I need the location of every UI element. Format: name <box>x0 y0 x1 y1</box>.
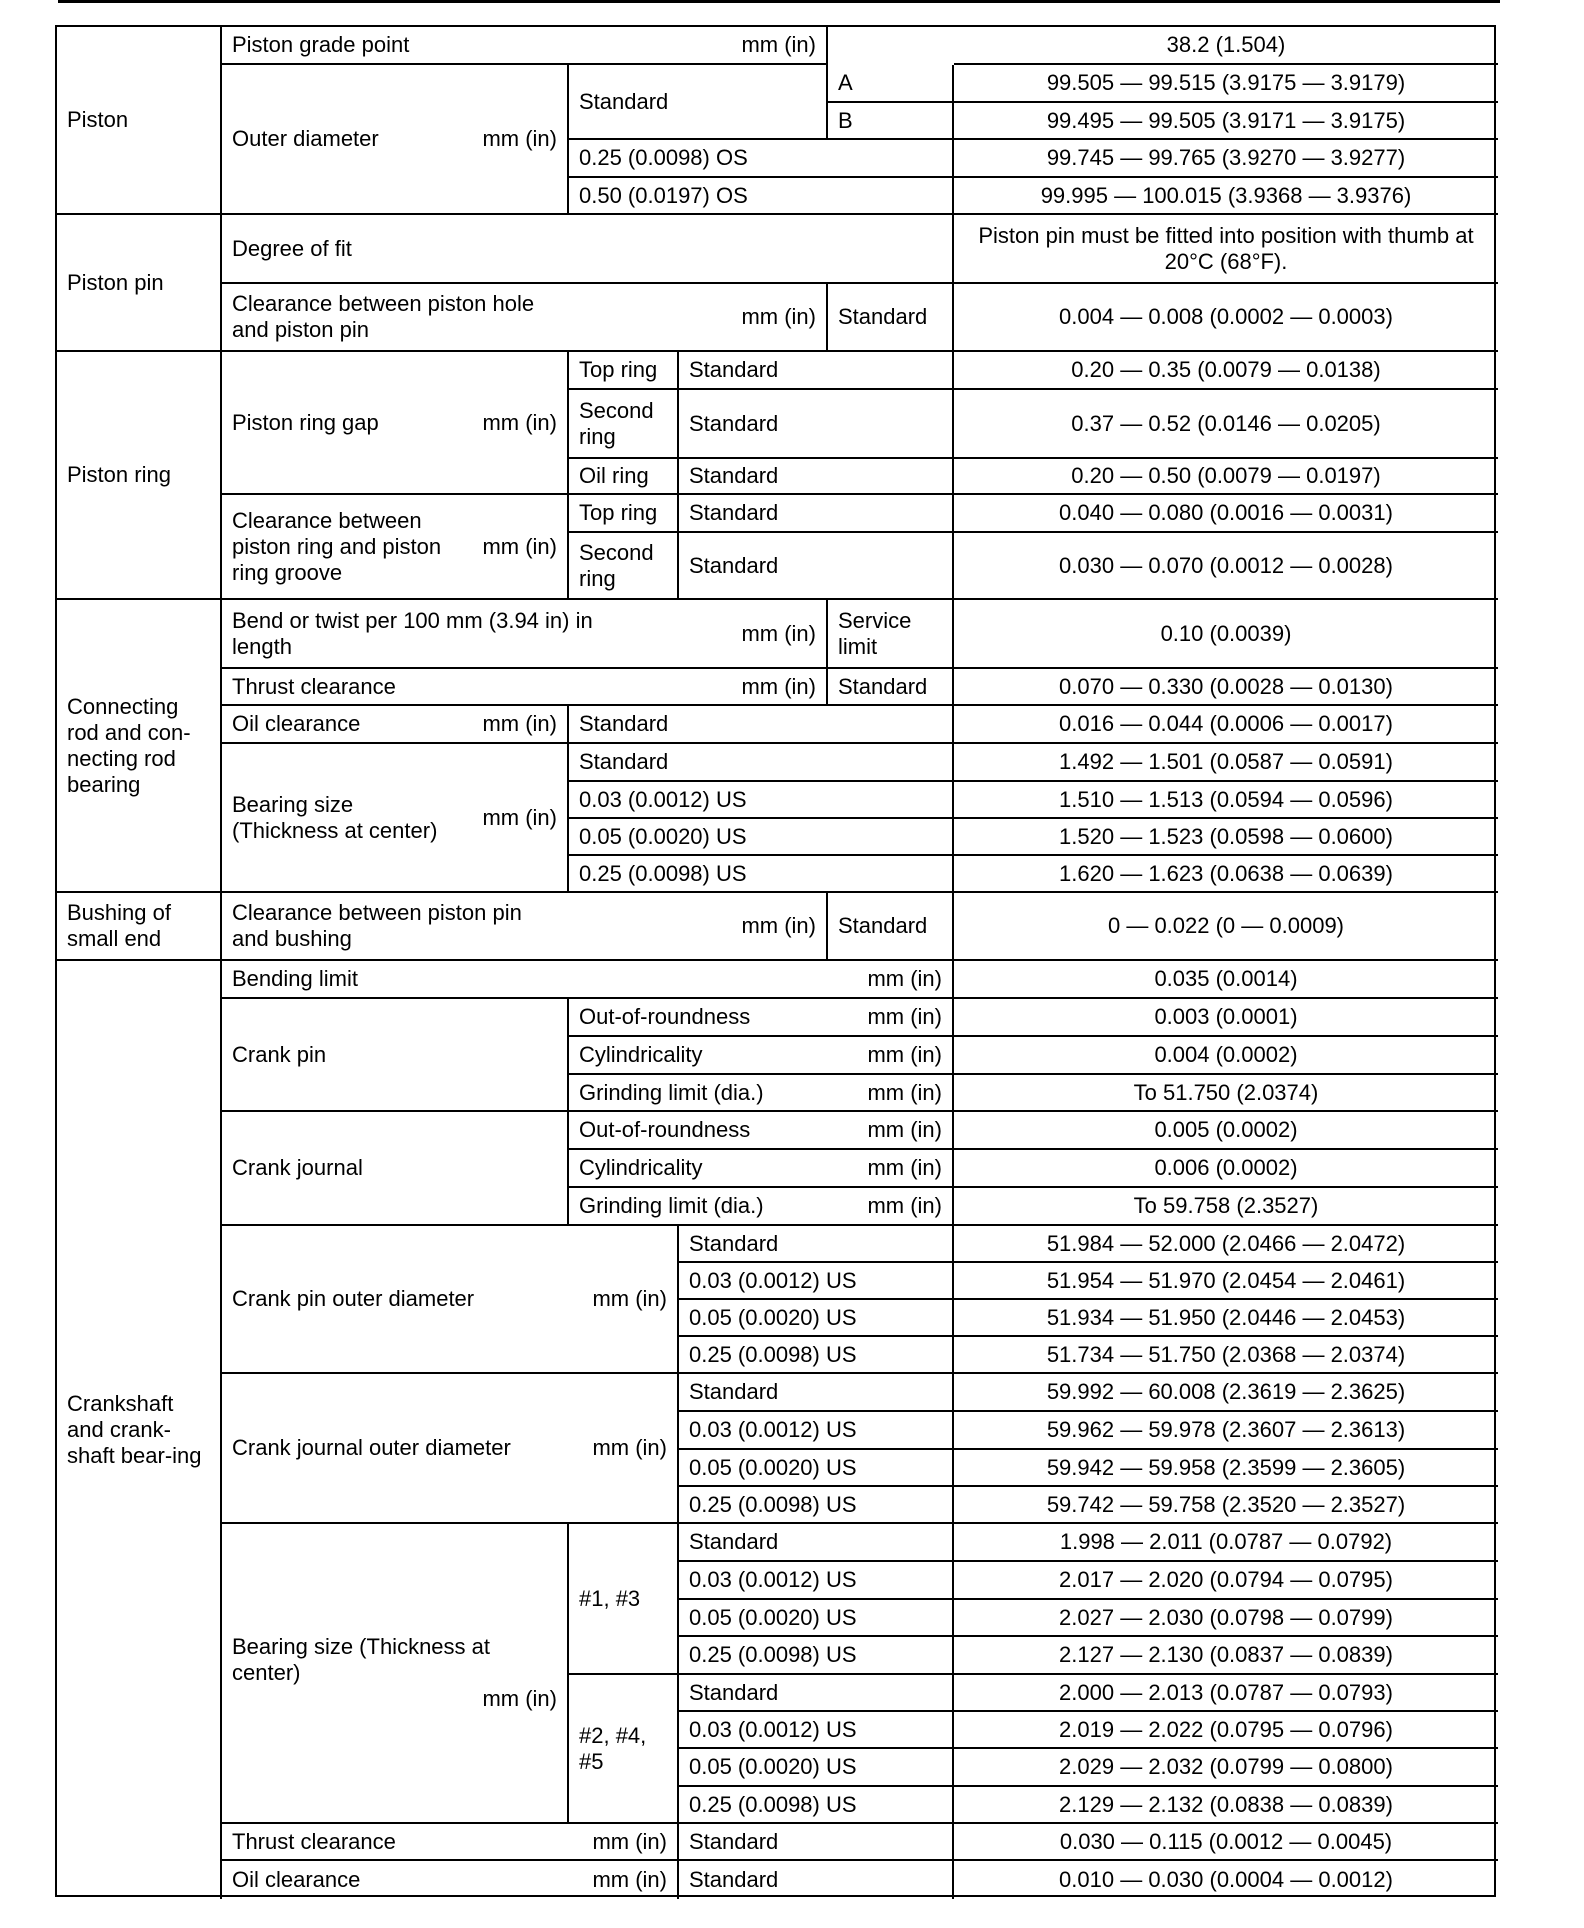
category-connecting-rod: Connecting rod and con-necting rod bearing <box>57 600 222 893</box>
label-text: Cylindricality <box>579 1042 703 1067</box>
label-text: Thrust clearance <box>232 673 396 699</box>
standard-label: Standard <box>569 65 828 140</box>
category-bushing: Bushing of small end <box>57 893 222 961</box>
journal-od-label <box>222 1374 679 1524</box>
rod-bearing-value: 1.492 — 1.501 (0.0587 — 0.0591) <box>954 744 1498 782</box>
unit-label: mm (in) <box>482 1686 557 1711</box>
oversize-050: 0.50 (0.0197) OS <box>569 178 954 215</box>
unit-label: mm (in) <box>592 1828 667 1854</box>
label-text: Bend or twist per 100 mm (3.94 in) in length <box>232 607 593 659</box>
pin-clearance-label <box>222 284 828 352</box>
label-text: Grinding limit (dia.) <box>579 1079 764 1105</box>
crank-bearing-value: 2.129 — 2.132 (0.0838 — 0.0839) <box>954 1787 1498 1824</box>
rod-bearing-value: 1.520 — 1.523 (0.0598 — 0.0600) <box>954 819 1498 856</box>
crank-pin-item <box>569 999 954 1037</box>
label-text: Clearance between piston ring and piston ring groove <box>232 507 442 585</box>
pin-od-size: 0.05 (0.0020) US <box>679 1300 954 1337</box>
journal-od-value: 59.742 — 59.758 (2.3520 — 2.3527) <box>954 1487 1498 1524</box>
unit-label: mm (in) <box>867 1117 942 1142</box>
label-text: Clearance between piston hole and piston pin <box>232 291 535 342</box>
crank-bearing-value: 2.019 — 2.022 (0.0795 — 0.0796) <box>954 1712 1498 1749</box>
bushing-clearance-type: Standard <box>828 893 954 961</box>
crank-oil-value: 0.010 — 0.030 (0.0004 — 0.0012) <box>1059 1867 1393 1892</box>
pin-od-size: 0.25 (0.0098) US <box>679 1337 954 1374</box>
journal-od-size: Standard <box>679 1374 954 1412</box>
crank-journal-label: Crank journal <box>222 1112 569 1226</box>
crank-bearing-size: 0.05 (0.0020) US <box>679 1600 954 1637</box>
journal-od-size: 0.03 (0.0012) US <box>679 1412 954 1450</box>
rod-bearing-value: 1.620 — 1.623 (0.0638 — 0.0639) <box>954 856 1498 893</box>
unit-label: mm (in) <box>867 1004 942 1029</box>
journal-group-1: #1, #3 <box>569 1524 679 1675</box>
label-text: Clearance between piston pin and bushing <box>232 900 522 951</box>
label-text: Crank pin outer diameter <box>232 1286 475 1311</box>
label-text: Cylindricality <box>579 1155 703 1180</box>
pin-od-size: Standard <box>679 1226 954 1263</box>
ring-gap-oil-type: Standard <box>679 459 954 495</box>
grade-b-value: 99.495 — 99.505 (3.9171 — 3.9175) <box>954 103 1498 140</box>
spec-table <box>55 25 1496 1897</box>
journal-od-value: 59.992 — 60.008 (2.3619 — 2.3625) <box>954 1374 1498 1412</box>
crank-bearing-size: 0.03 (0.0012) US <box>679 1562 954 1600</box>
rod-oil-value: 0.016 — 0.044 (0.0006 — 0.0017) <box>954 706 1498 744</box>
rod-thrust-type: Standard <box>828 669 954 706</box>
crank-journal-value: 0.006 (0.0002) <box>954 1150 1498 1188</box>
rod-bearing-size: Standard <box>569 744 954 782</box>
groove-second-type: Standard <box>679 533 954 600</box>
grade-a: A <box>828 65 954 103</box>
pin-od-value: 51.984 — 52.000 (2.0466 — 2.0472) <box>954 1226 1498 1263</box>
journal-group-2 <box>569 1675 679 1824</box>
crank-journal-item <box>569 1188 954 1226</box>
label-text: Bearing size (Thickness at center) <box>232 791 438 843</box>
rod-bearing-size: 0.05 (0.0020) US <box>569 819 954 856</box>
rod-thrust-label <box>222 669 828 706</box>
label-text: #2, #4, #5 <box>579 1722 647 1774</box>
crank-pin-label: Crank pin <box>222 999 569 1112</box>
groove-top-type: Standard <box>679 495 954 533</box>
category-piston: Piston <box>57 27 222 215</box>
crank-journal-value: To 59.758 (2.3527) <box>954 1188 1498 1226</box>
crank-bearing-size: 0.03 (0.0012) US <box>679 1712 954 1749</box>
ring-gap-oil-value: 0.20 — 0.50 (0.0079 — 0.0197) <box>954 459 1498 495</box>
groove-second: Second ring <box>569 533 679 600</box>
crank-bearing-size: Standard <box>679 1524 954 1562</box>
top-rule <box>58 0 1500 3</box>
unit-label: mm (in) <box>592 1867 667 1892</box>
crank-bearing-value: 2.127 — 2.130 (0.0837 — 0.0839) <box>954 1637 1498 1675</box>
bending-limit-value: 0.035 (0.0014) <box>954 961 1498 999</box>
label-text: Piston grade point <box>232 32 410 57</box>
rod-bearing-size: 0.25 (0.0098) US <box>569 856 954 893</box>
label-text: Crank journal outer diameter <box>232 1435 511 1460</box>
crank-bearing-value: 2.017 — 2.020 (0.0794 — 0.0795) <box>954 1562 1498 1600</box>
crank-thrust-type: Standard <box>679 1824 954 1861</box>
unit-label: mm (in) <box>741 673 816 699</box>
ring-gap-top-type: Standard <box>679 352 954 390</box>
ring-gap-second: Second ring <box>569 390 679 459</box>
crank-bearing-size: 0.05 (0.0020) US <box>679 1749 954 1787</box>
unit-label: mm (in) <box>592 1435 667 1460</box>
bend-twist-value: 0.10 (0.0039) <box>954 600 1498 669</box>
label-text: Oil clearance <box>232 711 361 736</box>
crank-journal-value: 0.005 (0.0002) <box>954 1112 1498 1150</box>
crank-bearing-value: 2.027 — 2.030 (0.0798 — 0.0799) <box>954 1600 1498 1637</box>
piston-grade-point-value: 38.2 (1.504) <box>954 27 1498 65</box>
journal-od-value: 59.942 — 59.958 (2.3599 — 2.3605) <box>954 1450 1498 1487</box>
groove-clearance-label <box>222 495 569 600</box>
ring-gap-second-type: Standard <box>679 390 954 459</box>
unit-label: mm (in) <box>592 1286 667 1311</box>
ring-gap-top: Top ring <box>569 352 679 390</box>
rod-bearing-size-label <box>222 744 569 893</box>
unit-label: mm (in) <box>867 1155 942 1180</box>
ring-gap-top-value: 0.20 — 0.35 (0.0079 — 0.0138) <box>954 352 1498 390</box>
unit-label: mm (in) <box>867 1193 942 1218</box>
crank-bearing-value: 2.000 — 2.013 (0.0787 — 0.0793) <box>954 1675 1498 1712</box>
groove-top-value: 0.040 — 0.080 (0.0016 — 0.0031) <box>954 495 1498 533</box>
crank-bearing-size: Standard <box>679 1675 954 1712</box>
crank-pin-value: 0.004 (0.0002) <box>954 1037 1498 1075</box>
rod-bearing-size: 0.03 (0.0012) US <box>569 782 954 819</box>
rod-oil-label <box>222 706 569 744</box>
label-text: Grinding limit (dia.) <box>579 1193 764 1218</box>
label-text: Bending limit <box>232 966 358 991</box>
pin-od-value: 51.934 — 51.950 (2.0446 — 2.0453) <box>954 1300 1498 1337</box>
label-text: Thrust clearance <box>232 1828 396 1854</box>
unit-label: mm (in) <box>482 711 557 736</box>
bend-twist-type: Service limit <box>828 600 954 669</box>
ring-gap-second-value: 0.37 — 0.52 (0.0146 — 0.0205) <box>954 390 1498 459</box>
label-text: Out-of-roundness <box>579 1004 751 1029</box>
rod-oil-type: Standard <box>569 706 954 744</box>
crank-journal-item <box>569 1112 954 1150</box>
crank-journal-item <box>569 1150 954 1188</box>
bend-twist-label <box>222 600 828 669</box>
degree-of-fit-value: Piston pin must be fitted into position with thumb at 20°C (68°F). <box>954 215 1498 284</box>
crank-pin-value: To 51.750 (2.0374) <box>954 1075 1498 1112</box>
label-text: Outer diameter <box>232 126 379 151</box>
unit-label: mm (in) <box>867 1042 942 1067</box>
pin-od-value: 51.954 — 51.970 (2.0454 — 2.0461) <box>954 1263 1498 1300</box>
crank-thrust-value: 0.030 — 0.115 (0.0012 — 0.0045) <box>954 1824 1498 1861</box>
degree-of-fit-label: Degree of fit <box>222 215 954 284</box>
crank-oil-type: Standard <box>679 1861 954 1899</box>
pin-clearance-type: Standard <box>828 284 954 352</box>
unit-label: mm (in) <box>482 533 557 559</box>
journal-od-size: 0.05 (0.0020) US <box>679 1450 954 1487</box>
crank-bearing-size-label <box>222 1524 569 1824</box>
crank-bearing-value: 2.029 — 2.032 (0.0799 — 0.0800) <box>954 1749 1498 1787</box>
unit-label: mm (in) <box>867 1079 942 1105</box>
category-piston-pin: Piston pin <box>57 215 222 352</box>
ring-gap-oil: Oil ring <box>569 459 679 495</box>
rod-thrust-value: 0.070 — 0.330 (0.0028 — 0.0130) <box>954 669 1498 706</box>
label-text: Oil clearance <box>232 1867 361 1892</box>
pin-od-size: 0.03 (0.0012) US <box>679 1263 954 1300</box>
crank-oil-label <box>222 1861 679 1899</box>
bushing-clearance-value: 0 — 0.022 (0 — 0.0009) <box>954 893 1498 961</box>
outer-diameter-label <box>222 65 569 215</box>
crank-bearing-size: 0.25 (0.0098) US <box>679 1787 954 1824</box>
oversize-025: 0.25 (0.0098) OS <box>569 140 954 178</box>
label-text: Piston ring gap <box>232 409 379 435</box>
grade-b: B <box>828 103 954 140</box>
pin-clearance-value: 0.004 — 0.008 (0.0002 — 0.0003) <box>954 284 1498 352</box>
journal-od-size: 0.25 (0.0098) US <box>679 1487 954 1524</box>
unit-label: mm (in) <box>741 913 816 938</box>
piston-grade-point-label <box>222 27 828 65</box>
oversize-050-value: 99.995 — 100.015 (3.9368 — 3.9376) <box>954 178 1498 215</box>
unit-label: mm (in) <box>741 620 816 646</box>
pin-od-value: 51.734 — 51.750 (2.0368 — 2.0374) <box>954 1337 1498 1374</box>
label-text: Bearing size (Thickness at center) <box>232 1634 490 1685</box>
rod-bearing-value: 1.510 — 1.513 (0.0594 — 0.0596) <box>954 782 1498 819</box>
bending-limit-label <box>222 961 954 999</box>
journal-od-value: 59.962 — 59.978 (2.3607 — 2.3613) <box>954 1412 1498 1450</box>
label-text: Out-of-roundness <box>579 1117 751 1142</box>
unit-label: mm (in) <box>482 804 557 830</box>
crank-pin-value: 0.003 (0.0001) <box>954 999 1498 1037</box>
ring-gap-label <box>222 352 569 495</box>
unit-label: mm (in) <box>867 966 942 991</box>
crank-thrust-label <box>222 1824 679 1861</box>
bushing-clearance-label <box>222 893 828 961</box>
crank-pin-item <box>569 1037 954 1075</box>
category-crankshaft: Crankshaft and crank-shaft bear-ing <box>57 961 222 1899</box>
unit-label: mm (in) <box>482 409 557 435</box>
grade-a-value: 99.505 — 99.515 (3.9175 — 3.9179) <box>954 65 1498 103</box>
crank-bearing-size: 0.25 (0.0098) US <box>679 1637 954 1675</box>
groove-top: Top ring <box>569 495 679 533</box>
groove-second-value: 0.030 — 0.070 (0.0012 — 0.0028) <box>954 533 1498 600</box>
category-piston-ring: Piston ring <box>57 352 222 600</box>
crank-pin-item <box>569 1075 954 1112</box>
unit-label: mm (in) <box>741 32 816 57</box>
unit-label: mm (in) <box>482 126 557 151</box>
crank-bearing-value: 1.998 — 2.011 (0.0787 — 0.0792) <box>954 1524 1498 1562</box>
unit-label: mm (in) <box>741 304 816 329</box>
pin-od-label <box>222 1226 679 1374</box>
oversize-025-value: 99.745 — 99.765 (3.9270 — 3.9277) <box>954 140 1498 178</box>
